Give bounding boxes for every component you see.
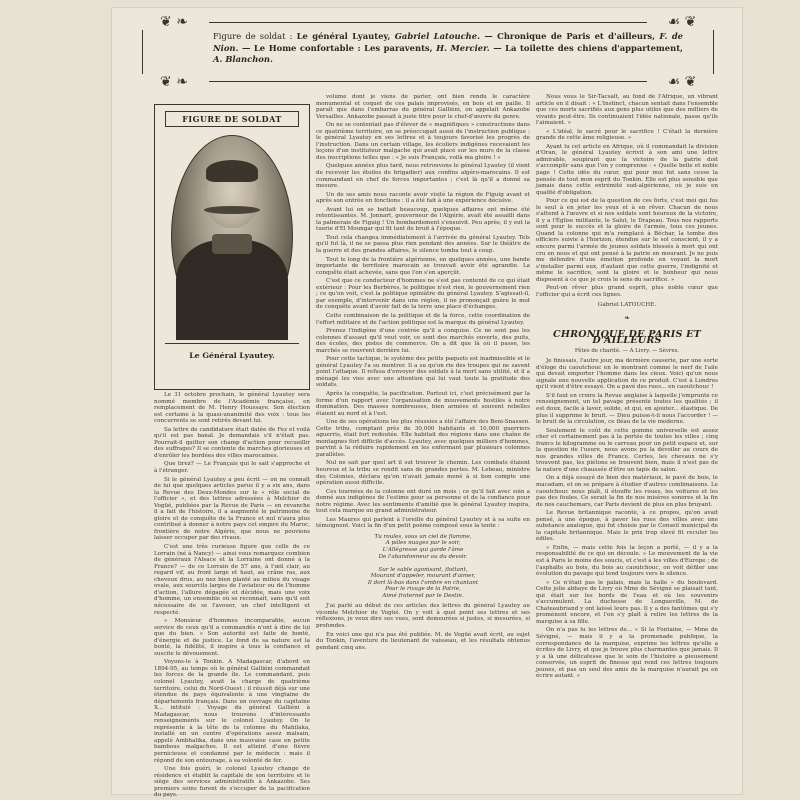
article-column-1 [154, 392, 310, 799]
poem-line: Il dort là-bas dans l'ombre en chantant [367, 579, 479, 586]
article-paragraph: Que tirez? — Le Français qui le sait s'approche et à l'étranger. [154, 461, 310, 475]
poem-line: Pour le rivage de la Patrie, [385, 586, 461, 593]
ornament-icon: ☙ ❦ [647, 74, 717, 90]
article-paragraph: Avant lui on se battait beaucoup, quelques affaires ont même été retentissantes. M. Jonnart, gouverneur de l'Algérie, avait été assailli dans la palmeraie de Figuig ! Un bombardement s'ensuivit. Peu après, il y eut la tuerie d'El Moungar qui fit tant de bruit à l'époque. [316, 206, 530, 233]
article-paragraph: Cette combinaison de la politique et de la force, cette coordination de l'effort militaire et de l'action politique est la marque du général Lyautey. [316, 312, 530, 326]
chronicle-title: CHRONIQUE DE PARIS ET D'AILLEURS [553, 328, 701, 347]
article-paragraph: Sa lettre de candidature était datée de Fez et voilà qu'il est pas banal. Je demandais s'il n'était pas. Pourrait-il quitter son champ d'action pour recueillir des suffrages? Il se contente de marches glorieuses et d'enrôler les bordées des villes marocaines. [154, 426, 310, 459]
article-paragraph: « Monsieur d'hommes incomparable, aucun service de ceux qu'il a commandés n'ont à dire de lui que du bien. » Son autorité est faite de bonté, d'énergie et de justice. Le fond de sa nature est la bonté, la fidélité, il inspire à tous la confiance et suscite le dévouement. [154, 618, 310, 657]
poem-line: Aimé fraternel par le Destin. [382, 592, 464, 599]
issue-summary-text [213, 31, 683, 66]
chronicle-paragraph: Le Revue britannique raconte, à ce propos, qu'on avait pensé, à une époque, à paver les rues des villes avec une substance analogue, qui fut choisie par le Conseil municipal de la capitale britannique. Mais le prix trop élevé fit reculer les édiles. [536, 510, 718, 543]
portrait-caption: Le Général Lyautey. [189, 351, 275, 360]
portrait-frame [154, 104, 310, 390]
article-paragraph: Une de ses opérations les plus réussies a été l'affaire des Beni-Snassen. Cette tribu, comptant près de 30,000 habitants et 10,000 guerriers aguerris, était fort redoutée. Elle habitait des régions dans une chaîne de montagnes fort difficile d'accès. Lyautey, avec quelques milliers d'hommes, parvint à la réduire rapidement en les enfermant par plusieurs colonnes parallèles. [316, 419, 530, 458]
article-paragraph: C'est une très curieuse figure que celle de ce Lorrain (né à Nancy) — ainsi vous remarquez combien de généraux l'Alsace et la Lorraine ont donné à la France? — de ce Lorrain de 57 ans, à l'œil clair, au regard vif, au front large et haut, au crâne ras, aux cheveux drus, au nez bien planté au milieu du visage ovale, aux sourcils larges de l'aviateur ou de l'homme d'action, l'allure dégagée et décidée, mais une voix d'homme, un ensemble où se reconnaît, sans qu'il soit nécessaire de se l'avouer, un chef intelligent et respecté. [154, 544, 310, 616]
article-paragraph: On ne se contentait pas d'élever de « magnifiques » constructions dans ce quatrième territoire, on se préoccupait aussi de l'instruction publique ; le général Lyautey en ses lettres et à toujours favorisé les progrès de l'instruction. Dans un certain village, les écoliers indigènes recevaient les leçons d'un instituteur malgache qui avait placé sur les murs de la classe des inscriptions telles que : « Je suis Français, voilà ma gloire ! » [316, 122, 530, 161]
chronicle-paragraph: Je finissais, l'autre jour, ma dernière causerie, par une sorte d'éloge du caoutchouc en le montrant comme le nerf de l'aile qui devait emporter l'homme dans les cieux. Voici qu'un nous signale une nouvelle application de ce produit. C'est à Londres qu'il vient d'être essayé. On a pavé des rues... en caoutchouc ! [536, 358, 718, 391]
summary-part: H. Mercier. [436, 42, 490, 53]
chronicle-paragraph: « Enfin, — mais cette fois la leçon a porté, — il y a la responsabilité de ce qui en découle. » Le mouvement de la vie est à Paris le moins des soucis, et c'est à les villes d'Europe ; de l'asphalte au bois, du bois au caoutchouc, on voit défiler une évolution du pavage qui tend toujours vers le silence. [536, 544, 718, 578]
chronicle-paragraph: Seulement le coût de cette gomme universelle est assez cher et certainement pas à la portée de toutes les villes ; cinq francs le kilogramme ou le carreau pour un petit espace et, sur la question de l'usure, nous avons pu la dévoiler au cours de nos grandes villes de France. Certes, les chevaux ne s'y trouvent pas, les piétons se trouvent bien, mais il n'est pas de la nature d'une chaussée d'être un tapis de salon. [536, 427, 718, 473]
article-paragraph: volume dont je viens de parler, ont bien rendu le caractère monumental et coquet de ces palais improvisés, en bois et en paille. Il paraît que dans l'embarras du général Galliéni, on appelait Ankazobe Versailles. Ankazobe passait à juste titre pour le chef-d'œuvre du genre. [316, 94, 530, 120]
journal-page [112, 8, 742, 799]
chronicle-paragraph: S'il faut en croire la Revue anglaise à laquelle j'emprunte ce renseignement, un tel pavage présente toutes les qualités ; il est doux, facile à laver, solide, et qui, en ajouter... élastique. De plus il supprime le bruit. — Dieu puisse-t-il nous l'accorder ! — le bruit de la circulation, ce fléau de la vie moderne. [536, 392, 718, 426]
article-paragraph: C'est que ce conducteur d'hommes ne s'est pas contenté de ce qui était extérieur : Pour les Berbères, le politique n'est rien, le gouvernement rien ; ce qu'on voit, c'est la politique opiniâtre du général Lyautey. S'agissait-il, par exemple, d'intervenir dans une région, il ne prononçait guère le mot de conquête avant d'avoir fait de la terre une place d'échanges. [316, 278, 530, 311]
article-paragraph: Le 31 octobre prochain, le général Lyautey sera nommé membre de l'Académie française, en remplacement de M. Henry Houssaye. Son élection est certaine à la quasi-unanimité des voix : tous les concurrents se sont retirés devant lui. [154, 392, 310, 425]
article-column-2 [316, 94, 530, 784]
poem-line: Sur le sable agonisant, flottant, [378, 566, 468, 573]
ornament-icon: ☙ ❦ [647, 14, 717, 30]
chronicle-paragraph: On n'a pas lu les lettres de... « Si la Fontaine, — Mme de Sévigné, — mais il y a la promenade publique, la correspondance de la marquise, exprime les lettres qu'elle a écrites de Livry, et que je trouve plus charmantes que jamais. Il y a là une délicatesse que le soin de l'histoire a pieusement conservée, un esprit de finesse qui rend ces lettres toujours jeunes, et pas un seul des amis de la marquise n'aurait pu en écrire autant. » [536, 627, 718, 680]
article-paragraph: Ces tournées de la colonne ont duré un mois ; ce qu'il fait avec soin a donné aux indigènes de l'estime pour sa personne et de la confiance pour notre régime. Avec les sentiments d'amitié que le général Lyautey inspira, tout cela marque un grand administrateur. [316, 488, 530, 515]
article-paragraph: J'ai parlé au début de ces articles des lettres du général Lyautey au vicomte Melchior de Vogüé. On y voit à quel point ses lettres et ses réflexions, je veux dire ses vues, sont demeurées si justes, si mesurées, si profondes. [316, 603, 530, 630]
poem-line: A pâles nuages par le soir, [385, 540, 461, 547]
fleuron-icon: ❧ [624, 313, 630, 322]
article-paragraph: Ayant lu cet article en Afrique, où il commandait la division d'Oran, le général Lyautey écrivit à son ami une lettre admirable, soupirant que la victoire de la patrie doit s'accomplir sans que l'on y comprenne : « Quelle belle et noble page ! Cette idée du cœur, qui pour moi fut sans cesse la pensée de tout mon esprit du Tonkin. Elle est plus sensible que jamais dans cette extrémité sud-algérienne, où je suis en qualité d'obligation. [536, 143, 718, 196]
summary-part: Le général Lyautey, [296, 31, 395, 41]
article-paragraph: Pour cette tactique, le système des petits paquets est inadmissible et le général Lyautey l'a su montrer. Il a su qu'on rie des troupes qui ne savent point l'attaque. Il refusa d'envoyer des soldats à la mort sans utilité, et il a ménagé les vies avec une attention qui lui vaut toute la gratitude des soldats. [316, 356, 530, 389]
article-paragraph: Pour ce qui est de la question de ces forts, c'est moi qui fus le seul à en jeter les yeux et à en rêver. Chacun de nous s'attend à l'œuvre et si nos soldats sont heureux de la victoire, il y a l'Église militante, le Salut, le Drapeau. Tous nos rapports sont pour le succès et la gloire de l'armée, tous ces jeunes. Quand la colonne qui m'a remplacé à Béchar, la tombe des officiers suivie à l'horizon, étendue sur le sol conscient, il y a encore parmi l'armée de jeunes soldats blessés à mort qui ont cru en nous et qui ont pensé à la patrie en mourant. Je ne puis me défendre d'une émotion profonde en voyant la mort s'installer parmi eux, d'autant que cette guerre, l'indignité et même le sacrifice, sont la gloire et le bonheur qui nous disposent à ce que je crois le sens du sacrifice. » [536, 198, 718, 283]
chronicle-subtitle: Fêtes de charité. — A Livry. — Sèvres. [574, 347, 680, 354]
ornament-icon: ❦ ❧ [139, 14, 209, 30]
article-paragraph: En voici une qui n'a pas été publiée. M. de Vogüé avait écrit, au sujet du Tonkin, l'aventure du lieutenant de vaisseau, et les résultats obtenus pendant cinq ans. [316, 631, 530, 651]
issue-summary-banner [142, 14, 714, 90]
article-paragraph: Voyons-le à Tonkin. A Madagascar, d'abord en 1894-95, au temps où le général Galliéni commandait les forces de la grande île. Le commandant, puis colonel Lyautey, avait la charge de quatrième territoire, celui du Nord-Ouest ; il réussit déjà sur une étendue de pays équivalente à une vingtaine de départements français. Dans un ouvrage du capitaine X... intitulé : Voyage du général Galliéni à Madagascar, nous trouvons d'intéressants renseignements sur le colonel Lyautey. On le représente à la tête de la colonne du Mahilaka, installé en un centre d'opérations assez malsain, appelé Ambhalika, dans une mauvaise case en petite bambous malgaches. Il est atteint d'une fièvre pernicieuse et condamné par le médecin : mais il répond de son entourage, à sa volonté de fer. [154, 659, 310, 764]
summary-part: Figure de soldat : [213, 31, 297, 41]
article-paragraph: Tout cela changea immédiatement à l'arrivée du général Lyautey. Tels qu'il fut là, il ne se passa plus rien pendant des années. Sur le théâtre de la guerre et des grandes affaires, le silence tomba tout à coup. [316, 234, 530, 255]
article-paragraph: Nous vous le Sir-Tacsalt, au fond de l'Afrique, un vibrant article en il disait : « L'Instinct, chacun sentait dans l'ensemble que ces morts sacrifiés aux gens plus utiles que des milliers de vivants peut-être. Ils continuaient l'idée nationale, passe qu'ils l'aimaient. » [536, 94, 718, 127]
poem-verse [316, 534, 530, 599]
article-paragraph: Un de ses amis nous raconte avoir visité la région de Figuig avant et après son entrée en fonctions : il a été fait à une expérience décisive. [316, 191, 530, 205]
article-column-3 [536, 94, 718, 784]
summary-part: Gabriel Latouche. [394, 31, 480, 41]
chronicle-paragraph: On a déjà essayé de bien des matériaux, le pavé de bois, le macadam, et on se prépare à étudier d'autres combinaisons. Le caoutchouc nous plaît, il étouffe les roues, les voitures et les pas des foules. Ce serait la fin de nos misères sonores et la fin de nos cauchemars, car Paris devient de plus en plus bruyant. [536, 475, 718, 508]
article-paragraph: Tout le long de la frontière algérienne, en quelques années, une bande importante de territoire marocain se trouvait avoir été agrandie. La conquête était achevée, sans que l'on s'en aperçût. [316, 256, 530, 276]
article-paragraph: Si le général Lyautey a peu écrit — on ne connaît de lui que quelques articles parus il y a six ans, dans la Revue des Deux-Mondes sur le « rôle social de l'officier », et des lettres adressées à Melchior de Vogüé, publiées par la Revue de Paris — en revanche il a fait de l'histoire, il a augmenté le patrimoine de gloire et de conquête de la France et nul n'aura plus contribué à donner à notre pays cet empire du Maroc, frontière de notre Algérie, que nous ne pouvions laisser occuper par des rivaux. [154, 476, 310, 542]
article-paragraph: Quelques années plus tard, nous retrouvons le général Lyautey (il vient de recevoir les étoiles de brigadier) aux confins algéro-marocains. Il est commandant en chef de forces importantes ; c'est là qu'il a donné sa mesure. [316, 163, 530, 190]
chronicle-paragraph: « Ce n'était pas le palais, mais la halle » du boulevard. Cette jolie abbaye de Livry où Mme de Sévigné se plaisait tant, qui était sur les bords de l'eau et où les souvenirs s'accumulent. La duchesse de Longueville, M. de Chateaubriand y ont laissé leurs pas. Il y a des fantômes qui s'y promènent encore, et l'on s'y plaît à relire les lettres de la marquise à sa fille. [536, 579, 718, 625]
poem-line: Mourant d'appeler, mourant d'aimer, [370, 573, 476, 580]
author-signature: Gabriel LATOUCHE. [597, 302, 657, 309]
article-paragraph: Les Maures qui parlent à l'oreille du général Lyautey et à sa suite en témoignent. Voici la fin d'un petit poème composé sous la tente : [316, 516, 530, 530]
summary-part: — Le Home confortable : Les paravents, [238, 42, 437, 53]
poem-line: L'Allégresse qui garde l'âme [382, 547, 464, 553]
summary-part: F. de Nion. [213, 31, 684, 53]
summary-part: A. Blanchon. [213, 54, 273, 65]
article-paragraph: Peut-on rêver plus grand esprit, plus noble cœur que l'officier qui a écrit ces lignes. [536, 285, 718, 298]
section-title: FIGURE DE SOLDAT [165, 111, 299, 127]
poem-line: De l'abandonneur ou du devoir. [378, 553, 468, 560]
article-paragraph: « L'idéal, le sacré pour le sacrifice ! C'était la dernière grande de cette âme religieuse. » [536, 128, 718, 142]
ornament-icon: ❦ ❧ [139, 74, 209, 90]
article-paragraph: Nul ne sait par quel art il sut trouver le chemin. Les combats étaient heureux et la tribu se rendit sans de grandes pertes. M. Lebeau, ministre des Colonies, déclara qu'on n'avait jamais mené à si bon compte une opération aussi difficile. [316, 460, 530, 487]
portrait-photo [171, 135, 293, 337]
poem-line: Tu roules, sous un ciel de flamme, [374, 533, 472, 540]
summary-part: — Chronique de Paris et d'ailleurs, [480, 31, 660, 41]
article-paragraph: Prenez l'indigène d'une contrée qu'il a conquise. Ce ne sont pas les colonnes d'assaut qu'il veut voir, ce sont des marchés ouverts, des puits, des écoles, des pistes de commerce. On a dit que là où il passe, les marchés se rouvrent derrière lui. [316, 328, 530, 354]
article-paragraph: Après la conquête, la pacification. Partout ici, c'est précisément par la forme d'un rapport avec l'organisation de mouvements hostiles à notre domination. Des masses nombreuses, bien armées et souvent rebelles étaient au nord et à l'est. [316, 390, 530, 417]
summary-part: — La toilette des chiens d'appartement, [489, 42, 683, 53]
article-paragraph: Une fois guéri, le colonel Lyautey change de résidence et établit la capitale de son territoire et le siège des services administratifs à Ankazobe. Ses premiers soins furent de s'occuper de la pacification du pays. [154, 766, 310, 799]
